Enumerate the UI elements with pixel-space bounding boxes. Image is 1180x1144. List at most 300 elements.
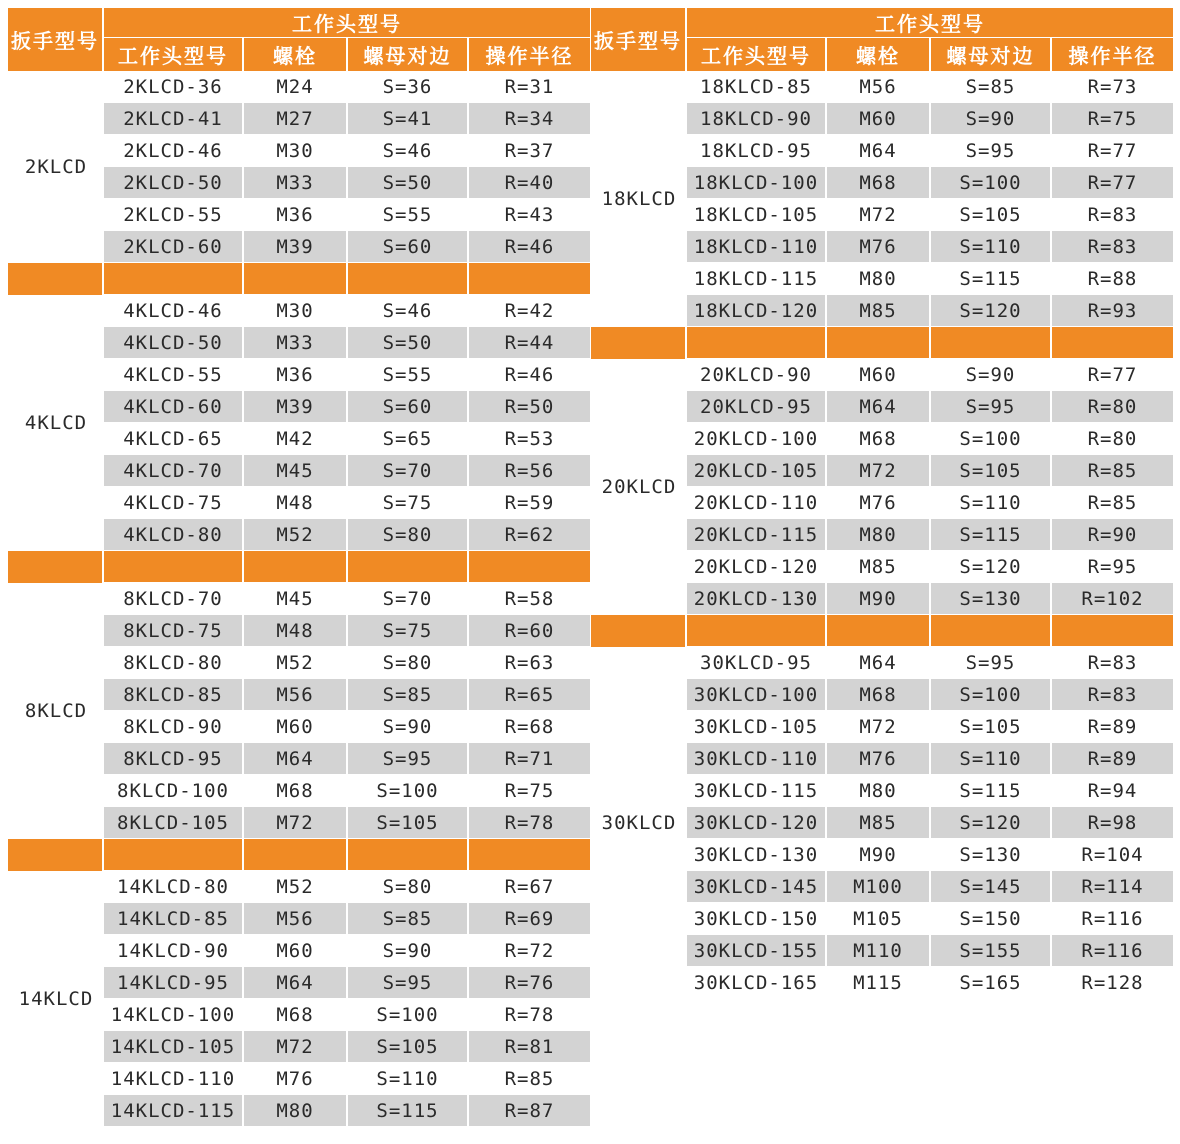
nut-size-cell: S=115: [931, 519, 1052, 551]
nut-size-cell: S=95: [348, 967, 469, 999]
nut-size-cell: S=70: [348, 455, 469, 487]
bolt-cell: M64: [244, 743, 348, 775]
table-row: [104, 583, 590, 615]
col-head-model: 工作头型号: [687, 38, 827, 71]
wrench-model-header: 扳手型号: [591, 8, 687, 71]
bolt-cell: M42: [244, 423, 348, 455]
radius-cell: R=60: [469, 615, 590, 647]
bolt-cell: M68: [244, 999, 348, 1031]
nut-size-cell: S=110: [931, 231, 1052, 263]
radius-cell: R=89: [1052, 711, 1173, 743]
separator-cell: [591, 327, 687, 359]
radius-cell: R=62: [469, 519, 590, 551]
radius-cell: R=37: [469, 135, 590, 167]
table-row: [104, 999, 590, 1031]
table-row: [687, 263, 1173, 295]
radius-cell: R=85: [1052, 487, 1173, 519]
table-row: [104, 647, 590, 679]
radius-cell: R=116: [1052, 903, 1173, 935]
bolt-cell: M60: [244, 711, 348, 743]
radius-cell: R=43: [469, 199, 590, 231]
nut-size-cell: S=50: [348, 167, 469, 199]
table-row: [104, 327, 590, 359]
radius-cell: R=63: [469, 647, 590, 679]
nut-size-cell: S=85: [348, 679, 469, 711]
radius-cell: R=116: [1052, 935, 1173, 967]
bolt-cell: M100: [827, 871, 931, 903]
radius-cell: R=114: [1052, 871, 1173, 903]
head-model-cell: 8KLCD-85: [104, 679, 244, 711]
radius-cell: R=76: [469, 967, 590, 999]
head-model-cell: 2KLCD-50: [104, 167, 244, 199]
radius-cell: R=46: [469, 359, 590, 391]
head-model-group-header: 工作头型号: [104, 8, 590, 38]
radius-cell: R=77: [1052, 135, 1173, 167]
table-row: [687, 295, 1173, 327]
nut-size-cell: S=155: [931, 935, 1052, 967]
wrench-group: [8, 871, 590, 1127]
col-radius: 操作半径: [469, 38, 590, 71]
nut-size-cell: S=50: [348, 327, 469, 359]
nut-size-cell: S=100: [348, 999, 469, 1031]
radius-cell: R=71: [469, 743, 590, 775]
radius-cell: R=75: [469, 775, 590, 807]
head-model-cell: 14KLCD-95: [104, 967, 244, 999]
separator-cell: [687, 327, 827, 359]
separator-cell: [827, 615, 931, 647]
table-row: [104, 679, 590, 711]
nut-size-cell: S=75: [348, 615, 469, 647]
head-model-cell: 18KLCD-105: [687, 199, 827, 231]
table-row: [104, 807, 590, 839]
bolt-cell: M39: [244, 231, 348, 263]
head-model-cell: 4KLCD-65: [104, 423, 244, 455]
bolt-cell: M60: [827, 103, 931, 135]
nut-size-cell: S=36: [348, 71, 469, 103]
nut-size-cell: S=46: [348, 135, 469, 167]
separator-row: [8, 263, 590, 295]
head-model-cell: 20KLCD-100: [687, 423, 827, 455]
radius-cell: R=75: [1052, 103, 1173, 135]
head-model-cell: 30KLCD-145: [687, 871, 827, 903]
head-model-cell: 20KLCD-115: [687, 519, 827, 551]
radius-cell: R=85: [1052, 455, 1173, 487]
table-row: [104, 1031, 590, 1063]
radius-cell: R=73: [1052, 71, 1173, 103]
separator-cell: [591, 615, 687, 647]
table-row: [687, 103, 1173, 135]
col-radius: 操作半径: [1052, 38, 1173, 71]
bolt-cell: M68: [827, 167, 931, 199]
head-model-cell: 14KLCD-85: [104, 903, 244, 935]
nut-size-cell: S=60: [348, 231, 469, 263]
table-row: [687, 935, 1173, 967]
nut-size-cell: S=70: [348, 583, 469, 615]
bolt-cell: M110: [827, 935, 931, 967]
table-row: [687, 455, 1173, 487]
nut-size-cell: S=130: [931, 583, 1052, 615]
bolt-cell: M80: [827, 775, 931, 807]
radius-cell: R=40: [469, 167, 590, 199]
nut-size-cell: S=120: [931, 807, 1052, 839]
radius-cell: R=53: [469, 423, 590, 455]
bolt-cell: M76: [827, 487, 931, 519]
radius-cell: R=69: [469, 903, 590, 935]
separator-cell: [244, 551, 348, 583]
nut-size-cell: S=120: [931, 295, 1052, 327]
head-model-cell: 8KLCD-105: [104, 807, 244, 839]
bolt-cell: M68: [827, 679, 931, 711]
separator-row: [8, 839, 590, 871]
table-row: [104, 1063, 590, 1095]
radius-cell: R=128: [1052, 967, 1173, 999]
wrench-model-cell: 2KLCD: [24, 156, 88, 178]
nut-size-cell: S=80: [348, 519, 469, 551]
nut-size-cell: S=115: [931, 775, 1052, 807]
head-model-cell: 8KLCD-80: [104, 647, 244, 679]
wrench-group: [591, 71, 1173, 327]
bolt-cell: M72: [827, 199, 931, 231]
head-model-cell: 14KLCD-115: [104, 1095, 244, 1127]
bolt-cell: M80: [244, 1095, 348, 1127]
bolt-cell: M48: [244, 615, 348, 647]
nut-size-cell: S=110: [931, 487, 1052, 519]
bolt-cell: M56: [827, 71, 931, 103]
bolt-cell: M105: [827, 903, 931, 935]
separator-cell: [469, 263, 590, 295]
head-model-cell: 4KLCD-70: [104, 455, 244, 487]
nut-size-cell: S=120: [931, 551, 1052, 583]
head-model-cell: 30KLCD-130: [687, 839, 827, 871]
table-row: [104, 967, 590, 999]
radius-cell: R=104: [1052, 839, 1173, 871]
radius-cell: R=87: [469, 1095, 590, 1127]
table-row: [687, 423, 1173, 455]
head-model-cell: 18KLCD-100: [687, 167, 827, 199]
bolt-cell: M72: [827, 455, 931, 487]
nut-size-cell: S=90: [348, 711, 469, 743]
table-row: [104, 871, 590, 903]
bolt-cell: M39: [244, 391, 348, 423]
radius-cell: R=94: [1052, 775, 1173, 807]
table-row: [687, 231, 1173, 263]
nut-size-cell: S=55: [348, 359, 469, 391]
nut-size-cell: S=80: [348, 871, 469, 903]
table-row: [104, 519, 590, 551]
radius-cell: R=65: [469, 679, 590, 711]
bolt-cell: M24: [244, 71, 348, 103]
table-row: [104, 935, 590, 967]
nut-size-cell: S=150: [931, 903, 1052, 935]
head-model-cell: 14KLCD-105: [104, 1031, 244, 1063]
head-model-cell: 30KLCD-115: [687, 775, 827, 807]
separator-row: [8, 551, 590, 583]
bolt-cell: M64: [827, 135, 931, 167]
separator-cell: [8, 263, 104, 295]
nut-size-cell: S=110: [348, 1063, 469, 1095]
radius-cell: R=78: [469, 999, 590, 1031]
table-row: [687, 967, 1173, 999]
bolt-cell: M52: [244, 647, 348, 679]
table-row: [687, 839, 1173, 871]
nut-size-cell: S=90: [931, 103, 1052, 135]
table-row: [104, 775, 590, 807]
head-model-cell: 8KLCD-100: [104, 775, 244, 807]
nut-size-cell: S=110: [931, 743, 1052, 775]
bolt-cell: M80: [827, 263, 931, 295]
wrench-group: [8, 583, 590, 839]
bolt-cell: M45: [244, 455, 348, 487]
nut-size-cell: S=85: [348, 903, 469, 935]
radius-cell: R=78: [469, 807, 590, 839]
table-row: [104, 455, 590, 487]
radius-cell: R=80: [1052, 423, 1173, 455]
nut-size-cell: S=75: [348, 487, 469, 519]
table-row: [687, 903, 1173, 935]
separator-cell: [1052, 615, 1173, 647]
separator-cell: [931, 615, 1052, 647]
radius-cell: R=80: [1052, 391, 1173, 423]
head-model-cell: 30KLCD-155: [687, 935, 827, 967]
radius-cell: R=68: [469, 711, 590, 743]
separator-cell: [244, 839, 348, 871]
head-model-cell: 30KLCD-105: [687, 711, 827, 743]
table-row: [104, 103, 590, 135]
table-row: [687, 871, 1173, 903]
radius-cell: R=89: [1052, 743, 1173, 775]
header-row: [591, 8, 1173, 71]
table-row: [687, 71, 1173, 103]
radius-cell: R=83: [1052, 679, 1173, 711]
bolt-cell: M36: [244, 359, 348, 391]
head-model-cell: 2KLCD-36: [104, 71, 244, 103]
bolt-cell: M76: [244, 1063, 348, 1095]
nut-size-cell: S=145: [931, 871, 1052, 903]
bolt-cell: M52: [244, 871, 348, 903]
radius-cell: R=88: [1052, 263, 1173, 295]
head-model-cell: 2KLCD-55: [104, 199, 244, 231]
head-model-cell: 20KLCD-105: [687, 455, 827, 487]
bolt-cell: M72: [244, 807, 348, 839]
head-model-cell: 8KLCD-70: [104, 583, 244, 615]
wrench-model-cell: 20KLCD: [601, 476, 677, 498]
radius-cell: R=81: [469, 1031, 590, 1063]
bolt-cell: M76: [827, 743, 931, 775]
bolt-cell: M56: [244, 679, 348, 711]
head-model-cell: 18KLCD-115: [687, 263, 827, 295]
head-model-cell: 4KLCD-80: [104, 519, 244, 551]
wrench-group: [591, 647, 1173, 999]
nut-size-cell: S=105: [348, 1031, 469, 1063]
radius-cell: R=102: [1052, 583, 1173, 615]
head-model-cell: 2KLCD-46: [104, 135, 244, 167]
separator-cell: [931, 327, 1052, 359]
col-nut-size: 螺母对边: [931, 38, 1052, 71]
head-model-cell: 14KLCD-100: [104, 999, 244, 1031]
col-head-model: 工作头型号: [104, 38, 244, 71]
head-model-group-header: 工作头型号: [687, 8, 1173, 38]
radius-cell: R=34: [469, 103, 590, 135]
nut-size-cell: S=130: [931, 839, 1052, 871]
nut-size-cell: S=85: [931, 71, 1052, 103]
table-row: [687, 647, 1173, 679]
header-row: [8, 8, 590, 71]
separator-row: [591, 615, 1173, 647]
bolt-cell: M56: [244, 903, 348, 935]
wrench-model-cell: 18KLCD: [601, 188, 677, 210]
nut-size-cell: S=41: [348, 103, 469, 135]
separator-cell: [469, 551, 590, 583]
radius-cell: R=93: [1052, 295, 1173, 327]
separator-cell: [348, 839, 469, 871]
separator-cell: [104, 263, 244, 295]
bolt-cell: M45: [244, 583, 348, 615]
head-model-cell: 20KLCD-90: [687, 359, 827, 391]
head-model-cell: 14KLCD-90: [104, 935, 244, 967]
nut-size-cell: S=65: [348, 423, 469, 455]
nut-size-cell: S=80: [348, 647, 469, 679]
radius-cell: R=77: [1052, 167, 1173, 199]
radius-cell: R=59: [469, 487, 590, 519]
nut-size-cell: S=115: [931, 263, 1052, 295]
wrench-group: [8, 295, 590, 551]
head-model-cell: 8KLCD-90: [104, 711, 244, 743]
wrench-group: [8, 71, 590, 263]
bolt-cell: M85: [827, 295, 931, 327]
head-model-cell: 18KLCD-110: [687, 231, 827, 263]
bolt-cell: M76: [827, 231, 931, 263]
head-model-cell: 14KLCD-110: [104, 1063, 244, 1095]
bolt-cell: M48: [244, 487, 348, 519]
table-row: [687, 135, 1173, 167]
wrench-model-cell: 4KLCD: [24, 412, 88, 434]
head-model-cell: 30KLCD-110: [687, 743, 827, 775]
table-row: [687, 807, 1173, 839]
nut-size-cell: S=95: [931, 647, 1052, 679]
head-model-cell: 20KLCD-130: [687, 583, 827, 615]
table-row: [104, 135, 590, 167]
table-row: [104, 903, 590, 935]
bolt-cell: M36: [244, 199, 348, 231]
nut-size-cell: S=115: [348, 1095, 469, 1127]
table-row: [687, 679, 1173, 711]
bolt-cell: M52: [244, 519, 348, 551]
radius-cell: R=85: [469, 1063, 590, 1095]
bolt-cell: M68: [244, 775, 348, 807]
head-model-cell: 30KLCD-165: [687, 967, 827, 999]
bolt-cell: M60: [244, 935, 348, 967]
head-model-cell: 8KLCD-95: [104, 743, 244, 775]
table-row: [104, 423, 590, 455]
head-model-cell: 18KLCD-90: [687, 103, 827, 135]
bolt-cell: M72: [827, 711, 931, 743]
separator-cell: [8, 839, 104, 871]
bolt-cell: M85: [827, 807, 931, 839]
table-row: [104, 711, 590, 743]
table-row: [104, 71, 590, 103]
head-model-cell: 4KLCD-60: [104, 391, 244, 423]
nut-size-cell: S=105: [348, 807, 469, 839]
nut-size-cell: S=105: [931, 455, 1052, 487]
radius-cell: R=46: [469, 231, 590, 263]
table-row: [104, 743, 590, 775]
head-model-cell: 4KLCD-46: [104, 295, 244, 327]
radius-cell: R=56: [469, 455, 590, 487]
table-row: [104, 391, 590, 423]
table-row: [687, 519, 1173, 551]
col-nut-size: 螺母对边: [348, 38, 469, 71]
separator-cell: [104, 839, 244, 871]
left-spec-table: [8, 8, 590, 1127]
bolt-cell: M64: [827, 647, 931, 679]
head-model-cell: 18KLCD-120: [687, 295, 827, 327]
head-model-cell: 14KLCD-80: [104, 871, 244, 903]
radius-cell: R=31: [469, 71, 590, 103]
nut-size-cell: S=100: [931, 679, 1052, 711]
radius-cell: R=83: [1052, 199, 1173, 231]
head-model-cell: 20KLCD-110: [687, 487, 827, 519]
table-row: [104, 487, 590, 519]
nut-size-cell: S=100: [931, 423, 1052, 455]
nut-size-cell: S=100: [348, 775, 469, 807]
wrench-model-cell: 8KLCD: [24, 700, 88, 722]
table-row: [104, 615, 590, 647]
left-table-body: [8, 71, 590, 1127]
radius-cell: R=67: [469, 871, 590, 903]
nut-size-cell: S=60: [348, 391, 469, 423]
radius-cell: R=42: [469, 295, 590, 327]
table-row: [687, 199, 1173, 231]
nut-size-cell: S=95: [931, 135, 1052, 167]
head-model-cell: 4KLCD-55: [104, 359, 244, 391]
table-row: [687, 711, 1173, 743]
table-row: [687, 359, 1173, 391]
radius-cell: R=83: [1052, 647, 1173, 679]
nut-size-cell: S=90: [348, 935, 469, 967]
separator-cell: [348, 263, 469, 295]
bolt-cell: M30: [244, 295, 348, 327]
bolt-cell: M72: [244, 1031, 348, 1063]
table-row: [687, 743, 1173, 775]
separator-cell: [1052, 327, 1173, 359]
bolt-cell: M33: [244, 327, 348, 359]
bolt-cell: M80: [827, 519, 931, 551]
wrench-group: [591, 359, 1173, 615]
head-model-cell: 2KLCD-41: [104, 103, 244, 135]
separator-cell: [348, 551, 469, 583]
bolt-cell: M90: [827, 839, 931, 871]
table-row: [687, 583, 1173, 615]
table-row: [687, 487, 1173, 519]
head-model-cell: 20KLCD-95: [687, 391, 827, 423]
table-row: [104, 199, 590, 231]
table-row: [687, 391, 1173, 423]
bolt-cell: M64: [244, 967, 348, 999]
table-row: [687, 167, 1173, 199]
bolt-cell: M60: [827, 359, 931, 391]
table-row: [104, 359, 590, 391]
nut-size-cell: S=90: [931, 359, 1052, 391]
head-model-cell: 30KLCD-95: [687, 647, 827, 679]
radius-cell: R=95: [1052, 551, 1173, 583]
right-table-body: [591, 71, 1173, 999]
table-row: [687, 551, 1173, 583]
nut-size-cell: S=100: [931, 167, 1052, 199]
bolt-cell: M33: [244, 167, 348, 199]
table-row: [104, 167, 590, 199]
table-row: [104, 295, 590, 327]
nut-size-cell: S=105: [931, 199, 1052, 231]
